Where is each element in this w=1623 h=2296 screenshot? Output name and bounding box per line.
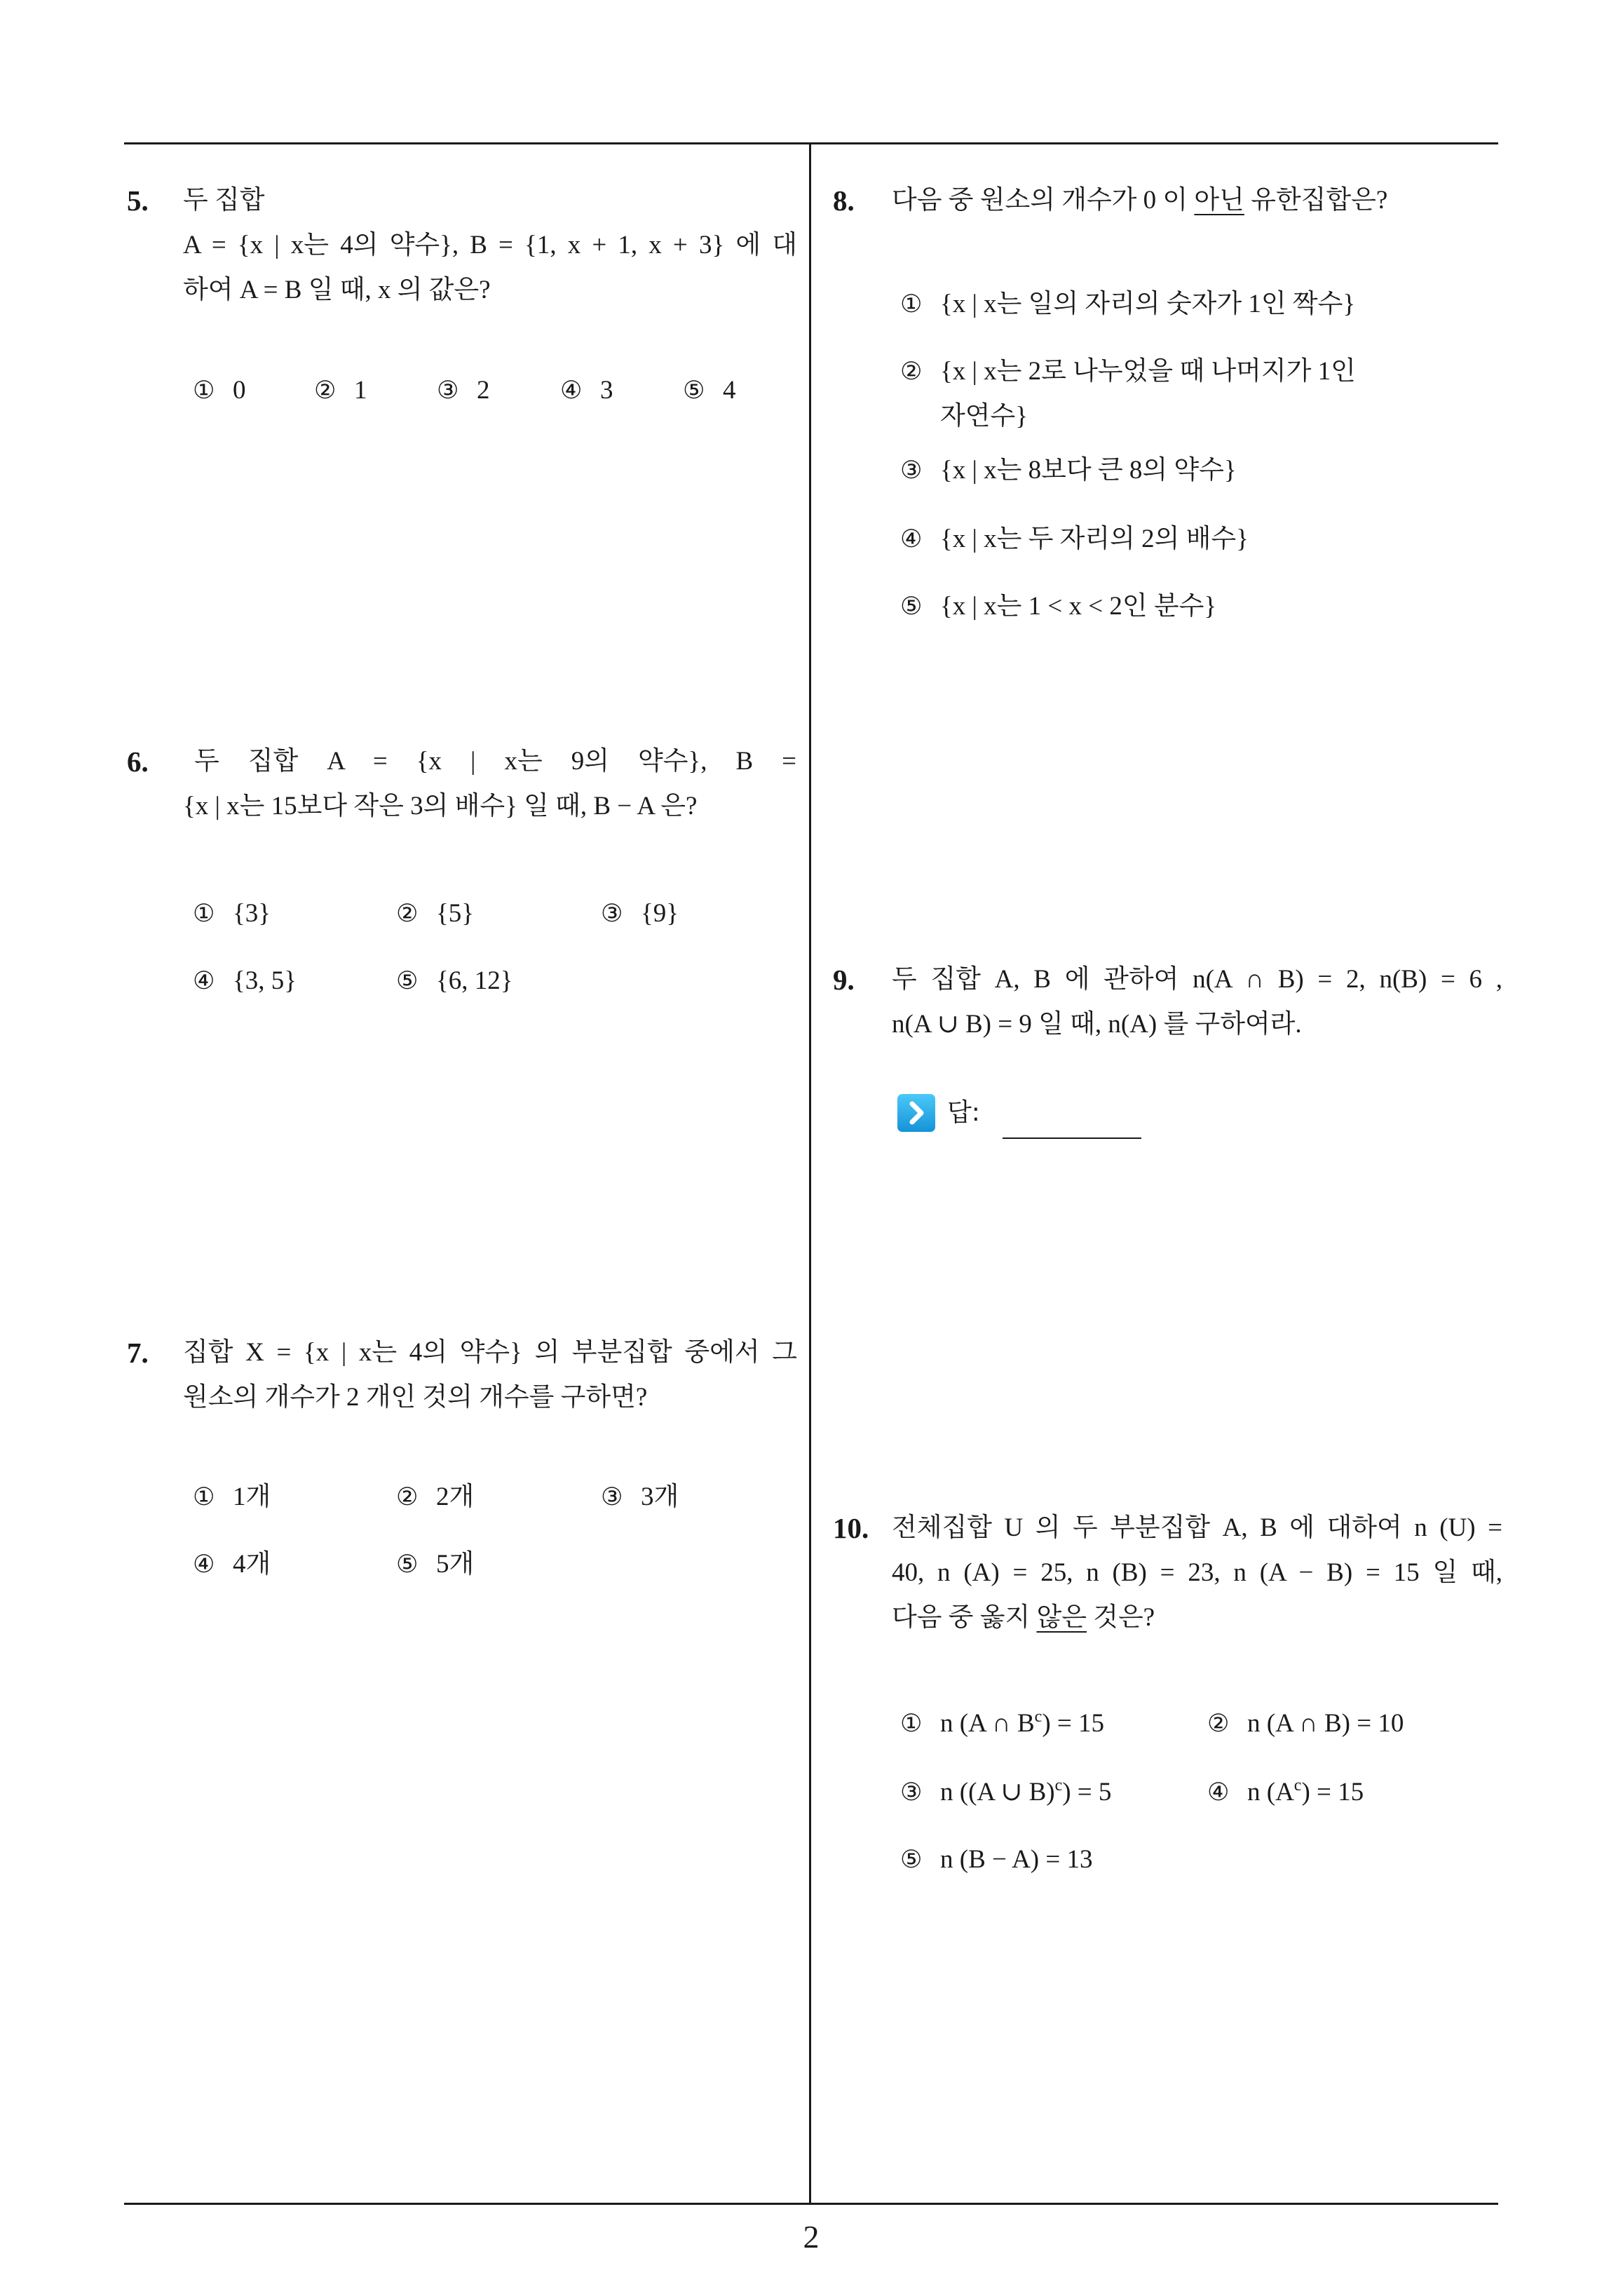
question-text-line: n(A ∪ B) = 9 일 때, n(A) 를 구하여라. — [892, 1010, 1302, 1039]
complement-superscript: c — [1054, 1776, 1063, 1795]
choice-text: 자연수} — [940, 402, 1028, 431]
question-text-line — [892, 1595, 1502, 1640]
question-number: 8. — [833, 184, 855, 217]
choice-text: 1 — [354, 376, 367, 405]
choice-mark: ② — [396, 900, 419, 928]
choice-2-continuation — [940, 394, 1028, 439]
choice-text: n (B − A) = 13 — [940, 1845, 1093, 1874]
choice-text: 3개 — [641, 1483, 679, 1511]
choice-3 — [900, 448, 1237, 493]
question-number: 7. — [127, 1337, 149, 1369]
choice-mark: ④ — [1207, 1778, 1230, 1807]
choice-mark: ③ — [900, 1778, 923, 1807]
question-text-line: 40, n (A) = 25, n (B) = 23, n (A − B) = 15 일 때, — [892, 1558, 1502, 1587]
question-text-line: 전체집합 U 의 두 부분집합 A, B 에 대하여 n (U) = — [892, 1513, 1502, 1542]
question-text-line: 하여 A = B 일 때, x 의 값은? — [183, 276, 491, 304]
choice-4 — [1207, 1770, 1364, 1815]
choice-text: {x | x는 2로 나누었을 때 나머지가 1인 — [940, 357, 1356, 386]
choice-4 — [193, 1542, 271, 1587]
choice-mark: ⑤ — [396, 967, 419, 995]
choice-4 — [900, 517, 1249, 562]
choice-4 — [560, 368, 613, 413]
choice-mark: ③ — [900, 457, 923, 485]
prompt-text: 유한집합은? — [1244, 186, 1388, 215]
choice-text: 5개 — [436, 1550, 475, 1579]
choice-5 — [396, 959, 513, 1004]
chevron-right-icon — [897, 1094, 935, 1132]
choice-text: {x | x는 1 < x < 2인 분수} — [940, 592, 1217, 621]
choice-mark: ④ — [560, 377, 583, 405]
question-number: 6. — [127, 745, 149, 778]
question-5 — [127, 178, 797, 417]
choice-4 — [193, 959, 297, 1004]
choice-mark: ② — [900, 358, 923, 386]
choice-mark: ② — [1207, 1710, 1230, 1738]
answer-label: 답: — [947, 1098, 980, 1127]
answer-blank-line — [1003, 1137, 1141, 1139]
question-text-line: 두 집합 — [183, 186, 265, 215]
question-number: 10. — [833, 1512, 869, 1544]
choice-mark: ⑤ — [683, 377, 705, 405]
page-number: 2 — [803, 2219, 820, 2255]
choice-text: {6, 12} — [436, 966, 513, 995]
choice-text: ) = 5 — [1062, 1778, 1112, 1807]
complement-superscript: c — [1034, 1708, 1043, 1726]
choice-2 — [900, 349, 1356, 394]
choice-2 — [396, 891, 474, 936]
choice-mark: ① — [900, 290, 923, 318]
prompt-underlined-word: 아닌 — [1194, 186, 1244, 215]
choice-text: 2개 — [436, 1483, 475, 1511]
choice-mark: ⑤ — [900, 1846, 923, 1874]
choice-text: ) = 15 — [1301, 1778, 1364, 1807]
question-10 — [833, 1506, 1502, 1884]
choice-text: n ((A ∪ B) — [940, 1778, 1055, 1807]
choice-text: {5} — [436, 899, 475, 928]
choice-3 — [437, 368, 490, 413]
choice-text: 3 — [600, 376, 613, 405]
choice-1 — [193, 368, 246, 413]
choice-2 — [1207, 1701, 1404, 1746]
choice-text: 2 — [477, 376, 490, 405]
choice-mark: ① — [193, 377, 215, 405]
choice-mark: ④ — [193, 1551, 215, 1579]
choice-1 — [193, 1475, 271, 1520]
choice-text: n (A ∩ B — [940, 1709, 1035, 1738]
question-text-line: A = {x | x는 4의 약수}, B = {1, x + 1, x + 3} 에 대 — [183, 231, 797, 259]
choice-mark: ① — [900, 1710, 923, 1738]
prompt-text: 다음 중 옳지 — [892, 1603, 1037, 1632]
question-6 — [127, 739, 797, 1006]
choice-text: 4 — [723, 376, 736, 405]
choice-1 — [900, 282, 1355, 327]
choice-2 — [314, 368, 367, 413]
choice-text: {x | x는 두 자리의 2의 배수} — [940, 525, 1249, 553]
question-text-line — [892, 178, 1502, 223]
choice-mark: ① — [193, 1483, 215, 1511]
choice-mark: ③ — [437, 377, 459, 405]
choice-mark: ③ — [601, 900, 623, 928]
top-rule — [124, 142, 1498, 144]
choice-text: {9} — [641, 899, 679, 928]
choice-5 — [396, 1542, 474, 1587]
question-text-line: 두 집합 A, B 에 관하여 n(A ∩ B) = 2, n(B) = 6 , — [892, 965, 1502, 994]
choice-text: n (A — [1247, 1778, 1294, 1807]
choice-1 — [900, 1701, 1104, 1746]
choice-3 — [601, 1475, 679, 1520]
choice-mark: ⑤ — [900, 593, 923, 621]
choice-text: ) = 15 — [1042, 1709, 1105, 1738]
choice-text: 1개 — [233, 1483, 271, 1511]
choice-5 — [900, 1837, 1092, 1882]
complement-superscript: c — [1293, 1776, 1302, 1795]
choice-mark: ④ — [193, 967, 215, 995]
question-text-line: 집합 X = {x | x는 4의 약수} 의 부분집합 중에서 그 — [183, 1338, 797, 1367]
choice-mark: ① — [193, 900, 215, 928]
choice-3 — [900, 1770, 1111, 1815]
choice-text: 4개 — [233, 1550, 271, 1579]
question-number: 5. — [127, 184, 149, 217]
choice-5 — [900, 584, 1216, 629]
choice-mark: ④ — [900, 525, 923, 553]
column-divider — [809, 143, 811, 2203]
prompt-text: 것은? — [1086, 1603, 1155, 1632]
choice-mark: ② — [314, 377, 337, 405]
question-number: 9. — [833, 964, 855, 996]
choice-text: {x | x는 일의 자리의 숫자가 1인 짝수} — [940, 290, 1356, 318]
choice-mark: ⑤ — [396, 1551, 419, 1579]
choice-text: {3, 5} — [233, 966, 297, 995]
choice-mark: ③ — [601, 1483, 623, 1511]
question-7 — [127, 1330, 797, 1590]
choice-2 — [396, 1475, 474, 1520]
prompt-text: 다음 중 원소의 개수가 0 이 — [892, 186, 1195, 215]
question-8 — [833, 178, 1502, 634]
bottom-rule — [124, 2203, 1498, 2205]
choice-mark: ② — [396, 1483, 419, 1511]
choice-1 — [193, 891, 271, 936]
choice-3 — [601, 891, 679, 936]
question-text-line: 두 집합 A = {x | x는 9의 약수}, B = — [194, 747, 796, 776]
question-9 — [833, 957, 1502, 1147]
choice-text: {x | x는 8보다 큰 8의 약수} — [940, 456, 1237, 485]
question-text-line: {x | x는 15보다 작은 3의 배수} 일 때, B − A 은? — [183, 792, 698, 821]
prompt-underlined-word: 않은 — [1036, 1603, 1087, 1632]
choice-text: n (A ∩ B) = 10 — [1247, 1709, 1404, 1738]
question-text-line: 원소의 개수가 2 개인 것의 개수를 구하면? — [183, 1383, 648, 1412]
choice-5 — [683, 368, 736, 413]
choice-text: 0 — [233, 376, 246, 405]
choice-text: {3} — [233, 899, 271, 928]
